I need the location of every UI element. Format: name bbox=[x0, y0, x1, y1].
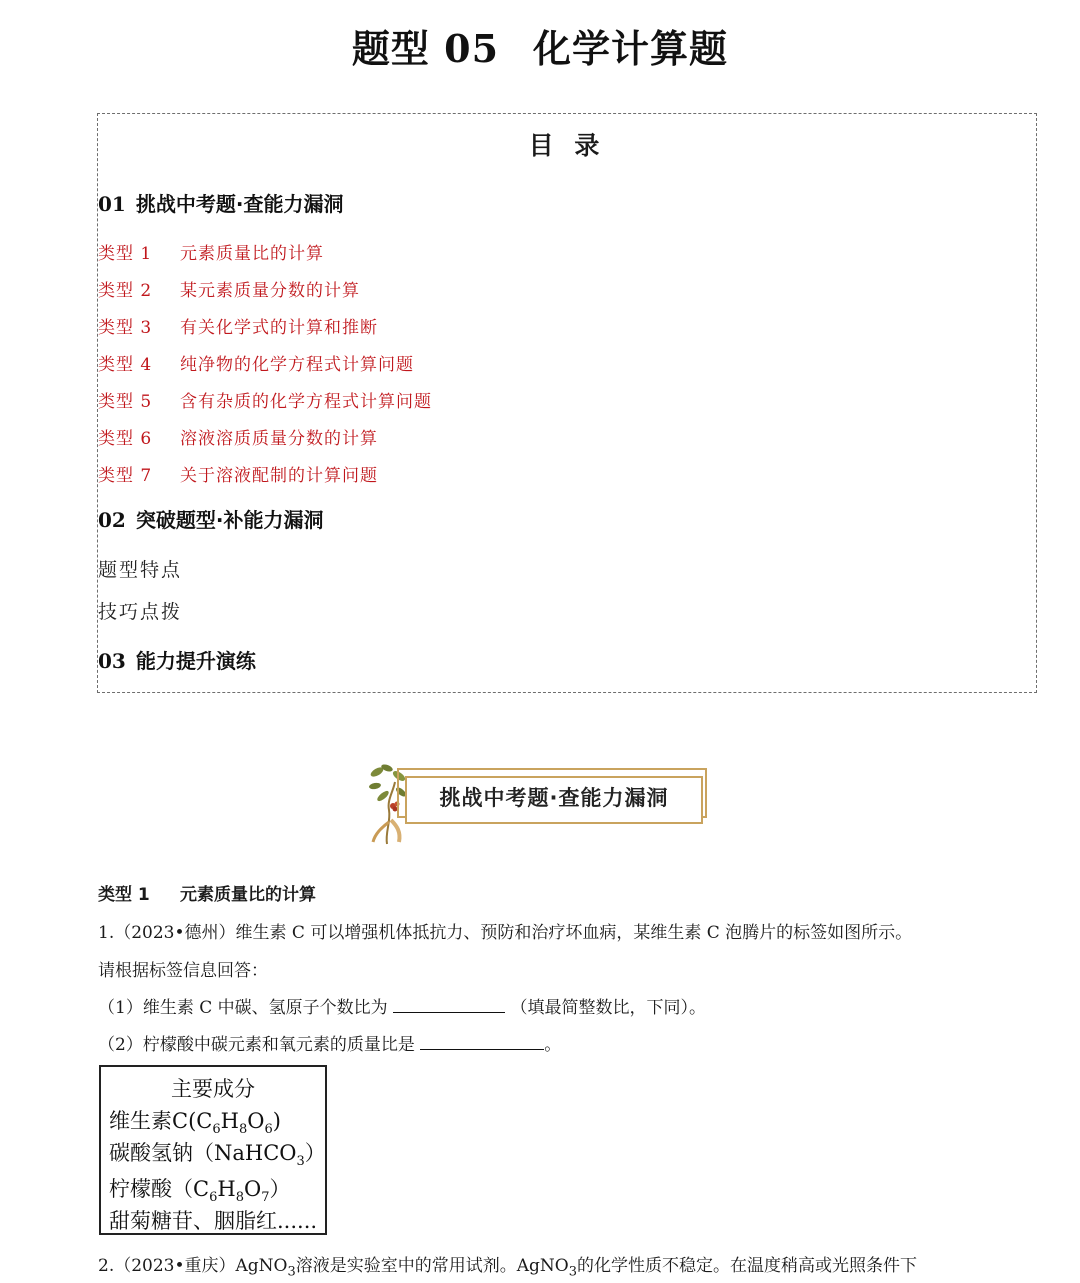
toc-section-number: 02 bbox=[98, 508, 126, 532]
product-label-box bbox=[99, 1065, 327, 1235]
toc-type-6[interactable] bbox=[98, 424, 378, 449]
formula-part: 维生素C(C bbox=[109, 1109, 213, 1133]
toc-heading: 目 录 bbox=[528, 131, 606, 160]
label-row-vitamin-c bbox=[109, 1105, 281, 1137]
toc-type-3[interactable] bbox=[98, 313, 378, 338]
toc-type-label: 类型 4 bbox=[98, 355, 153, 375]
question-1-part-2 bbox=[98, 1030, 561, 1055]
formula-sub: 3 bbox=[568, 1264, 578, 1280]
toc-item-tips[interactable]: 技巧点拨 bbox=[98, 601, 183, 623]
title-part-2: 化学计算题 bbox=[533, 26, 729, 71]
question-1-part-1 bbox=[98, 993, 706, 1018]
question-1-line-2: 请根据标签信息回答： bbox=[98, 961, 268, 981]
toc-section-title: 能力提升演练 bbox=[135, 649, 256, 673]
toc-type-title: 元素质量比的计算 bbox=[180, 244, 324, 264]
toc-section-number: 01 bbox=[98, 192, 126, 216]
formula-part: O bbox=[243, 1177, 262, 1201]
answer-blank-1[interactable] bbox=[393, 998, 505, 1013]
type-1-heading bbox=[98, 880, 316, 905]
part-2-prompt: （2）柠檬酸中碳元素和氧元素的质量比是 bbox=[98, 1035, 415, 1055]
toc-type-label: 类型 6 bbox=[98, 429, 153, 449]
part-1-suffix: （填最简整数比，下同）。 bbox=[510, 998, 706, 1018]
toc-type-title: 某元素质量分数的计算 bbox=[180, 281, 360, 301]
type-title: 元素质量比的计算 bbox=[180, 885, 316, 905]
toc-type-5[interactable] bbox=[98, 387, 432, 412]
toc-type-label: 类型 1 bbox=[98, 244, 153, 264]
toc-section-01[interactable] bbox=[98, 188, 343, 217]
banner-title: 挑战中考题·查能力漏洞 bbox=[439, 786, 669, 810]
formula-sub: 6 bbox=[264, 1122, 273, 1138]
question-2-text: 2.（2023•重庆）AgNO bbox=[98, 1256, 288, 1276]
toc-type-label: 类型 7 bbox=[98, 466, 153, 486]
formula-part: O bbox=[247, 1109, 265, 1133]
answer-blank-2[interactable] bbox=[420, 1035, 544, 1050]
formula-part: ) bbox=[272, 1109, 281, 1133]
question-1-line-1: 1.（2023•德州）维生素 C 可以增强机体抵抗力、预防和治疗坏血病，某维生素 C 泡腾片的标签如图所示。 bbox=[98, 923, 913, 943]
formula-part: ） bbox=[304, 1141, 326, 1165]
toc-type-title: 有关化学式的计算和推断 bbox=[180, 318, 378, 338]
toc-type-7[interactable] bbox=[98, 461, 378, 486]
toc-section-title: 挑战中考题·查能力漏洞 bbox=[135, 192, 344, 216]
toc-section-02[interactable] bbox=[98, 504, 323, 533]
question-2-text: 溶液是实验室中的常用试剂。AgNO bbox=[295, 1256, 569, 1276]
toc-type-title: 溶液溶质质量分数的计算 bbox=[180, 429, 378, 449]
toc-type-4[interactable] bbox=[98, 350, 414, 375]
label-row-other: 甜菊糖苷、胭脂红...... bbox=[109, 1209, 318, 1233]
formula-sub: 3 bbox=[296, 1154, 305, 1170]
toc-section-03[interactable] bbox=[98, 645, 256, 674]
toc-type-label: 类型 5 bbox=[98, 392, 153, 412]
title-part-1: 题型 05 bbox=[351, 26, 500, 71]
toc-section-number: 03 bbox=[98, 649, 126, 673]
toc-section-title: 突破题型·补能力漏洞 bbox=[135, 508, 324, 532]
toc-item-features[interactable]: 题型特点 bbox=[98, 559, 183, 581]
label-row-sodium-bicarbonate bbox=[109, 1137, 326, 1169]
formula-part: ） bbox=[269, 1177, 291, 1201]
type-label: 类型 1 bbox=[98, 885, 150, 905]
formula-part: H bbox=[220, 1109, 239, 1133]
formula-part: 柠檬酸（C bbox=[109, 1177, 210, 1201]
question-2-text: 的化学性质不稳定。在温度稍高或光照条件下 bbox=[577, 1256, 918, 1276]
toc-type-1[interactable] bbox=[98, 239, 324, 264]
formula-sub: 6 bbox=[212, 1122, 221, 1138]
formula-part: H bbox=[217, 1177, 236, 1201]
toc-type-title: 含有杂质的化学方程式计算问题 bbox=[180, 392, 432, 412]
toc-type-2[interactable] bbox=[98, 276, 360, 301]
formula-sub: 3 bbox=[287, 1264, 296, 1280]
toc-type-label: 类型 3 bbox=[98, 318, 153, 338]
toc-type-title: 纯净物的化学方程式计算问题 bbox=[180, 355, 414, 375]
section-banner bbox=[365, 762, 715, 850]
toc-type-label: 类型 2 bbox=[98, 281, 153, 301]
document-title bbox=[0, 18, 1080, 73]
formula-sub: 6 bbox=[209, 1190, 218, 1206]
formula-part: 碳酸氢钠（NaHCO bbox=[109, 1141, 297, 1165]
part-2-suffix: 。 bbox=[544, 1035, 562, 1055]
label-row-citric-acid bbox=[109, 1173, 290, 1205]
formula-sub: 8 bbox=[238, 1122, 248, 1138]
formula-sub: 8 bbox=[235, 1190, 244, 1206]
question-2-line-1 bbox=[98, 1251, 917, 1279]
label-title: 主要成分 bbox=[171, 1077, 255, 1101]
table-of-contents bbox=[97, 113, 1037, 693]
formula-sub: 7 bbox=[261, 1190, 270, 1206]
toc-type-title: 关于溶液配制的计算问题 bbox=[180, 466, 378, 486]
part-1-prompt: （1）维生素 C 中碳、氢原子个数比为 bbox=[98, 998, 388, 1018]
